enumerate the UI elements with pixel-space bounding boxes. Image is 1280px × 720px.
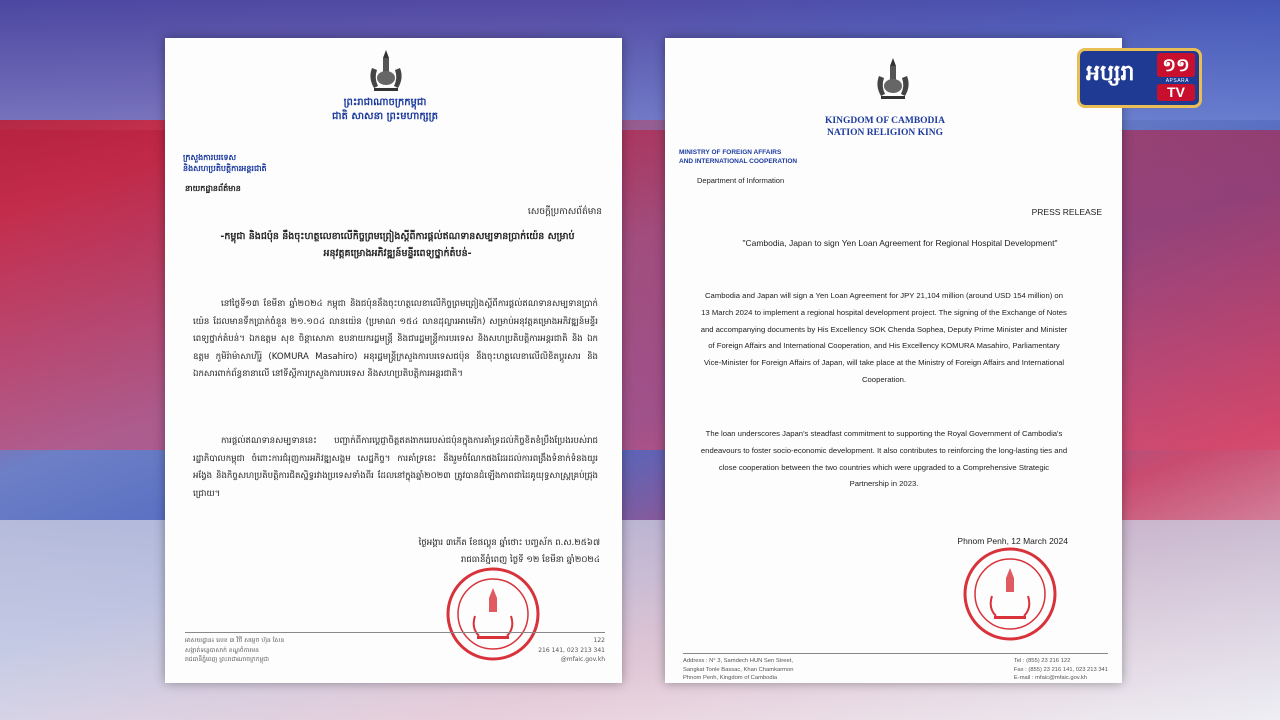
press-release-title: -កម្ពុជា និងជប៉ុន នឹងចុះហត្ថលេខាលើកិច្ចព្រមព្រៀងស្តីពីការផ្តល់ឥណទានសម្បទានប្រាក់យ៉េន សម្រាប់អនុវត្តគម្រោងអភិវឌ្ឍន៍មន្ទីរពេទ្យថ្នាក់តំបន់-: [220, 231, 575, 259]
royal-emblem-icon: [364, 48, 408, 94]
apsara-tv-logo: [1077, 48, 1202, 108]
press-release-label: PRESS RELEASE: [1031, 207, 1102, 217]
footer-address-line-1: Address : N° 3, Samdech HUN Sen Street,: [683, 658, 793, 664]
ministry-line-1: MINISTRY OF FOREIGN AFFAIRS: [679, 149, 782, 156]
department-label: Department of Information: [697, 176, 785, 185]
footer-address: [185, 636, 284, 665]
english-press-release-page: [665, 38, 1122, 683]
kingdom-line-1: KINGDOM OF CAMBODIA: [825, 116, 945, 126]
logo-tv-badge: TV: [1157, 84, 1195, 101]
footer-contact: [1014, 657, 1108, 683]
date-line: Phnom Penh, 12 March 2024: [957, 536, 1068, 546]
department-label: នាយកដ្ឋានព័ត៌មាន: [185, 184, 241, 193]
footer-fax: Fax : (855) 23 216 141, 023 213 341: [1013, 666, 1108, 673]
logo-channel-number: ១១: [1157, 53, 1195, 77]
kingdom-line-1: ព្រះរាជាណាចក្រកម្ពុជា: [343, 97, 427, 108]
footer-address-line-2: សង្កាត់ទន្លេបាសាក់ ខណ្ឌចំការមន: [185, 646, 259, 654]
body-paragraph-1: Cambodia and Japan will sign a Yen Loan Agreement for JPY 21,104 million (around USD 154 million) on 13 March 2024 to implement a regional hospital development project. The signing of the Exchange of Notes and accompanying documents by His Excellency SOK Chenda Sophea, Deputy Prime Minister and Minister of Foreign Affairs and International Cooperation, and His Excellency KOMURA Masahiro, Parliamentary Vice-Minister for Foreign Affairs of Japan, will take place at the Ministry of Foreign Affairs and International Cooperation.: [700, 291, 1068, 384]
press-release-title: "Cambodia, Japan to sign Yen Loan Agreement for Regional Hospital Development": [742, 238, 1058, 248]
body-paragraph-2: ការផ្តល់ឥណទានសម្បទាននេះ បញ្ជាក់ពីការប្តេជ្ញាចិត្តឥតងាករេរបស់ជប៉ុនក្នុងការគាំទ្រដល់កិច្ចខិតខំប្រឹងប្រែងរបស់រាជរដ្ឋាភិបាលកម្ពុជា ចំពោះការជំរុញការអភិវឌ្ឍសង្គម សេដ្ឋកិច្ច។ ការគាំទ្រនេះ នឹងរួមចំណែកផងដែរដល់ការពង្រឹងទំនាក់ទំនងយូរអង្វែង និងកិច្ចសហប្រតិបត្តិការជិតស្និទ្ធរវាងប្រទេសទាំងពីរ ដែលនៅក្នុងឆ្នាំ២០២៣ ត្រូវបានដំឡើងភាពជាដៃគូយុទ្ធសាស្ត្រគ្រប់ជ្រុងជ្រោយ។: [193, 436, 598, 499]
footer: [185, 632, 605, 665]
logo-word: អប្សរា: [1086, 61, 1135, 86]
footer: [683, 653, 1108, 683]
kingdom-line-2: ជាតិ សាសនា ព្រះមហាក្សត្រ: [332, 111, 438, 122]
ministry-header: [183, 152, 267, 174]
footer-address-line-2: Sangkat Tonle Bassac, Khan Chamkarmon: [683, 666, 794, 673]
footer-tel: 122: [593, 637, 605, 644]
ministry-line-1: ក្រសួងការបរទេស: [183, 153, 237, 162]
kingdom-header: [805, 115, 965, 139]
footer-address-line-3: រាជធានីភ្នំពេញ ព្រះរាជាណាចក្រកម្ពុជា: [185, 656, 269, 663]
kingdom-line-2: NATION RELIGION KING: [827, 128, 943, 138]
footer-address-line-3: Phnom Penh, Kingdom of Cambodia: [683, 675, 778, 681]
lunar-date: ថ្ងៃអង្គារ ៣កើត ខែផល្គុន ឆ្នាំថោះ បញ្ចស័ក ព.ស.២៥៦៧: [418, 538, 600, 548]
logo-subtitle: APSARA: [1165, 78, 1189, 84]
body-paragraph-2: The loan underscores Japan's steadfast commitment to supporting the Royal Government of Cambodia's endeavours to foster socio-economic development. It also contributes to reinforcing the long-lasting ties and close cooperation between the two countries which were upgraded to a Comprehensive Strategic Partnership in 2023.: [700, 429, 1068, 489]
royal-emblem-icon: [871, 56, 915, 102]
ministry-line-2: AND INTERNATIONAL COOPERATION: [679, 158, 798, 165]
footer-fax: 216 141, 023 213 341: [538, 646, 605, 654]
official-seal-icon: [962, 546, 1058, 642]
ministry-line-2: និងសហប្រតិបត្តិការអន្តរជាតិ: [183, 164, 267, 173]
press-release-label: សេចក្តីប្រកាសព័ត៌មាន: [527, 207, 602, 217]
date-block: [419, 535, 600, 569]
footer-email: @mfaic.gov.kh: [560, 656, 605, 663]
footer-tel: Tel : (855) 23 216 122: [1013, 658, 1071, 664]
footer-address: [683, 657, 793, 683]
khmer-press-release-page: [165, 38, 622, 683]
footer-contact: [538, 636, 605, 665]
solar-date: រាជធានីភ្នំពេញ ថ្ងៃទី ១២ ខែមីនា ឆ្នាំ២០២៤: [460, 555, 600, 565]
ministry-header: [679, 148, 797, 166]
footer-email: E-mail : mfaic@mfaic.gov.kh: [1013, 675, 1087, 681]
kingdom-header: [315, 96, 455, 124]
body-paragraph-1: នៅថ្ងៃទី១៣ ខែមីនា ឆ្នាំ២០២៤ កម្ពុជា និងជប៉ុននឹងចុះហត្ថលេខាលើកិច្ចព្រមព្រៀងស្តីពីការផ្តល់ឥណទានសម្បទានប្រាក់យ៉េន ដែលមានទឹកប្រាក់ចំនួន ២១.១០៤ លានយ៉េន (ប្រមាណ ១៥៤ លានដុល្លារអាមេរិក) សម្រាប់អនុវត្តគម្រោងអភិវឌ្ឍន៍មន្ទីរពេទ្យថ្នាក់តំបន់។ ឯកឧត្តម សុខ ចិន្តាសោភា ឧបនាយករដ្ឋមន្ត្រី និងជារដ្ឋមន្ត្រីការបរទេស និងសហប្រតិបត្តិការអន្តរជាតិ និង ឯកឧត្តម កូមិរ៉ាម៉ាសាហ៊ីរ៉ូ (KOMURA Masahiro) អនុរដ្ឋមន្ត្រីក្រសួងការបរទេសជប៉ុន នឹងចុះហត្ថលេខាលើលិខិតប្តូរសារ និងឯកសារពាក់ព័ន្ធនានាលើ នៅទីស្តីការក្រសួងការបរទេស និងសហប្រតិបត្តិការអន្តរជាតិ។: [193, 299, 598, 379]
footer-address-line-1: អាសយដ្ឋាន៖ លេខ ៣ វិថី សម្តេច ហ៊ុន សែន: [185, 637, 285, 644]
